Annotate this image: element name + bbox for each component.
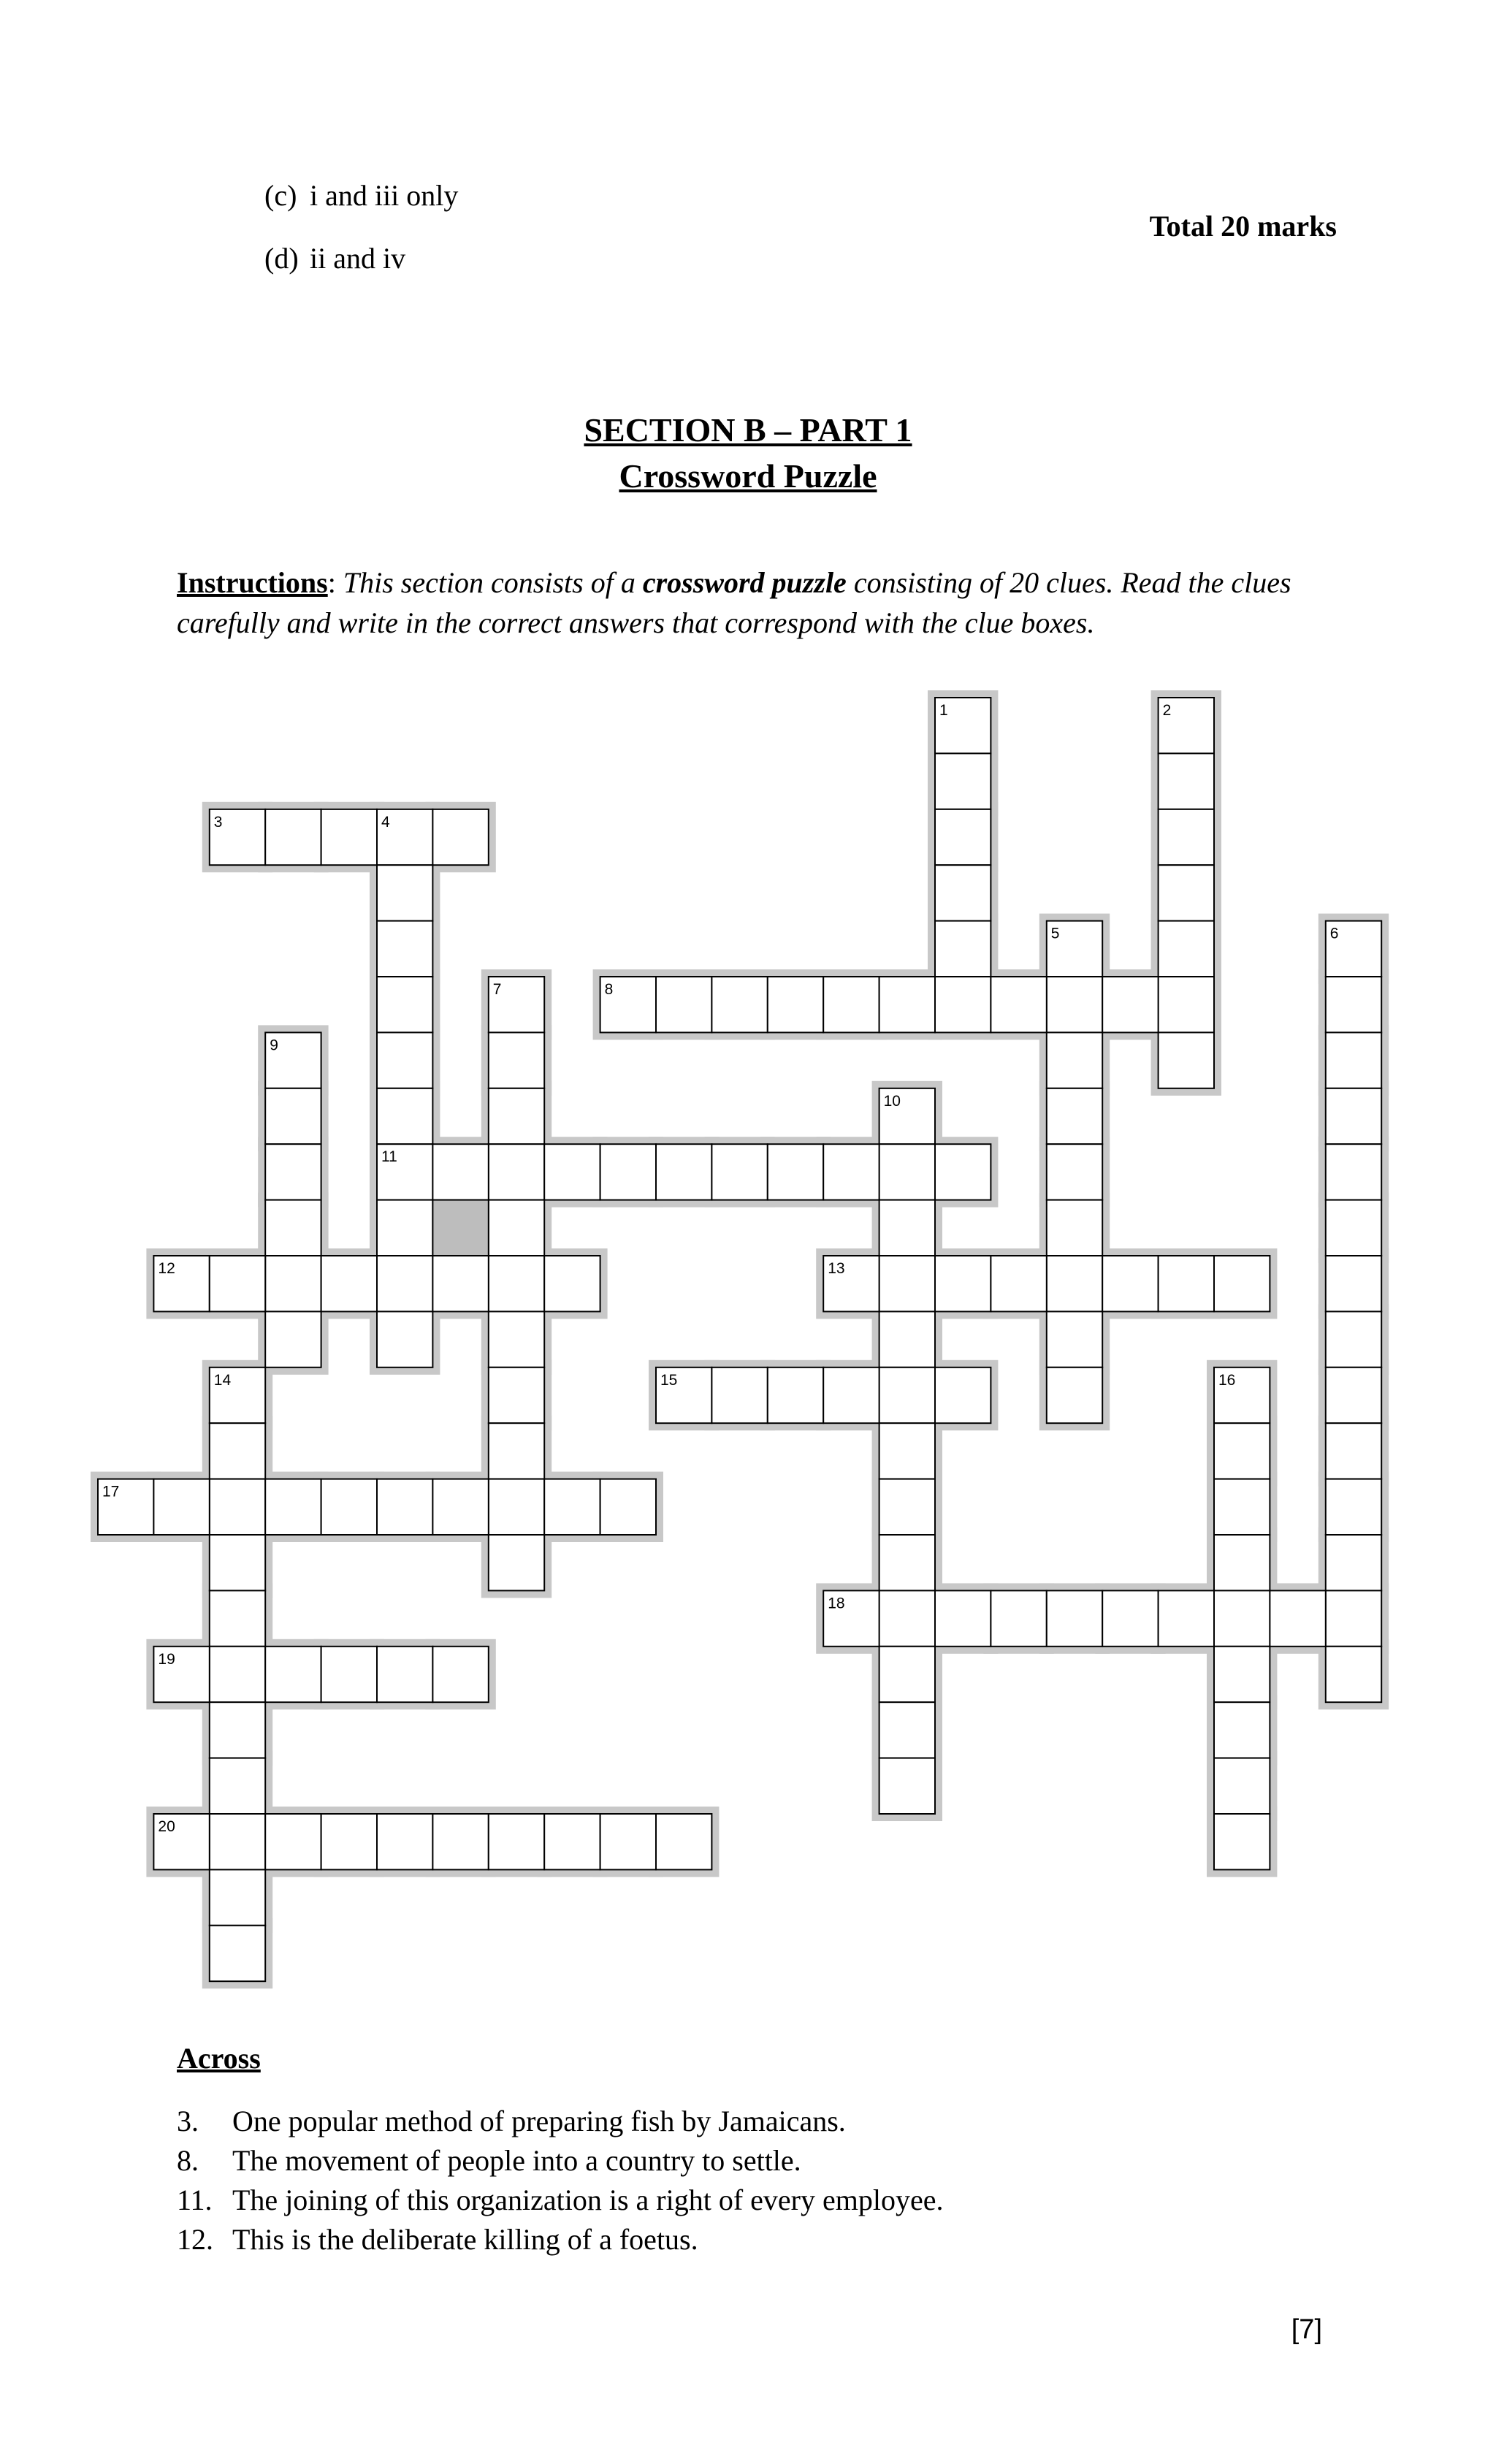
grid-cell [265, 1479, 321, 1535]
instructions-text-after: consisting of 20 clues. Read the clues carefully and write in the correct answers that correspond with the clue boxes. [177, 566, 1291, 639]
clue-text: One popular method of preparing fish by Jamaicans. [232, 2105, 846, 2137]
grid-cell [991, 1590, 1046, 1646]
clue-text: This is the deliberate killing of a foetus. [232, 2223, 698, 2256]
grid-cell [991, 977, 1046, 1032]
grid-cell [1214, 1814, 1270, 1869]
grid-cell [935, 921, 991, 977]
total-marks: Total 20 marks [1149, 210, 1337, 243]
clue-number-14: 14 [213, 1371, 232, 1389]
grid-cell [1047, 1144, 1102, 1199]
clue-number-1: 1 [939, 702, 948, 719]
grid-cell [935, 809, 991, 865]
grid-cell [1326, 1144, 1381, 1199]
grid-cell [711, 977, 767, 1032]
clue-number-7: 7 [492, 981, 502, 998]
grid-cell [600, 1144, 656, 1199]
clue-number-9: 9 [270, 1037, 278, 1054]
grid-cell [489, 1088, 544, 1144]
grid-cell [1326, 1423, 1381, 1479]
grid-cell [879, 1423, 935, 1479]
grid-cell [1047, 1088, 1102, 1144]
grid-cell [823, 1368, 879, 1423]
grid-cell [935, 1256, 991, 1311]
option-d-text: ii and iv [310, 242, 406, 275]
grid-cell [600, 1814, 656, 1869]
grid-cell [210, 1535, 265, 1590]
grid-cell [768, 1368, 823, 1423]
grid-cell [265, 1311, 321, 1367]
grid-cell [377, 1479, 432, 1535]
grid-cell [935, 1368, 991, 1423]
grid-cell [1047, 1368, 1102, 1423]
grid-cell [265, 809, 321, 865]
grid-cell [432, 1814, 488, 1869]
grid-cell [600, 1479, 656, 1535]
grid-cell [711, 1368, 767, 1423]
grid-cell [1270, 1590, 1325, 1646]
grid-cell [1159, 1032, 1214, 1088]
grid-cell [210, 1590, 265, 1646]
grid-cell [879, 1311, 935, 1367]
across-clue [177, 2183, 1353, 2222]
grid-cell [1159, 977, 1214, 1032]
instructions-emphasis: crossword puzzle [642, 566, 847, 599]
grid-cell [265, 1256, 321, 1311]
grid-cell [265, 1200, 321, 1256]
grid-cell-layer [98, 698, 1381, 1981]
grid-cell [1214, 1423, 1270, 1479]
grid-cell [377, 1200, 432, 1256]
grid-cell [1047, 977, 1102, 1032]
grid-cell [1047, 1256, 1102, 1311]
grid-cell [1326, 1200, 1381, 1256]
grid-cell [321, 1814, 377, 1869]
grid-cell [1326, 1535, 1381, 1590]
grid-cell [1102, 1590, 1158, 1646]
grid-cell [210, 1758, 265, 1814]
grid-cell [879, 977, 935, 1032]
grid-cell [823, 977, 879, 1032]
grid-cell [210, 1926, 265, 1981]
grid-cell [879, 1647, 935, 1702]
grid-cell [489, 1423, 544, 1479]
grid-cell [489, 1535, 544, 1590]
grid-cell [879, 1535, 935, 1590]
grid-cell [1326, 1032, 1381, 1088]
grid-cell [377, 865, 432, 920]
grid-cell [935, 753, 991, 809]
clue-number-18: 18 [828, 1595, 845, 1612]
option-c-label: (c) [264, 179, 297, 212]
grid-cell [879, 1144, 935, 1199]
clue-number-16: 16 [1218, 1371, 1236, 1389]
grid-cell [879, 1200, 935, 1256]
clue-text: The joining of this organization is a right of every employee. [232, 2183, 944, 2216]
grid-cell [544, 1479, 600, 1535]
grid-cell [489, 1256, 544, 1311]
grid-cell [321, 1647, 377, 1702]
grid-cell [377, 921, 432, 977]
grid-cell [265, 1814, 321, 1869]
grid-cell [935, 977, 991, 1032]
page-number: [7] [1291, 2314, 1322, 2345]
grid-cell [377, 1647, 432, 1702]
grid-cell [1047, 1590, 1102, 1646]
grid-cell [1159, 1256, 1214, 1311]
grid-cell [1326, 1311, 1381, 1367]
grid-cell [489, 1814, 544, 1869]
grid-cell [879, 1758, 935, 1814]
clue-number: 3. [177, 2105, 199, 2137]
grid-cell [377, 1814, 432, 1869]
grid-cell [1326, 1647, 1381, 1702]
grid-cell [711, 1144, 767, 1199]
grid-cell [1159, 809, 1214, 865]
grid-cell [432, 1479, 488, 1535]
clue-number-4: 4 [381, 813, 390, 831]
grid-cell [1214, 1256, 1270, 1311]
clue-number-2: 2 [1162, 702, 1172, 719]
clue-number-5: 5 [1050, 925, 1060, 942]
grid-cell [1102, 977, 1158, 1032]
grid-cell [1326, 1479, 1381, 1535]
grid-cell [210, 1647, 265, 1702]
grid-cell [1214, 1647, 1270, 1702]
grid-cell [1159, 865, 1214, 920]
instructions-label: Instructions [177, 566, 328, 599]
clue-number-6: 6 [1329, 925, 1339, 942]
across-clue [177, 2222, 1353, 2262]
grid-cell [210, 1869, 265, 1925]
grid-cell [489, 1311, 544, 1367]
section-heading: SECTION B – PART 1 [584, 411, 912, 449]
across-clue-list [177, 2104, 1353, 2262]
grid-cell [1214, 1758, 1270, 1814]
clue-number-12: 12 [158, 1260, 175, 1277]
grid-cell [489, 1479, 544, 1535]
grid-cell [377, 1032, 432, 1088]
grid-cell [544, 1144, 600, 1199]
clue-number-15: 15 [660, 1371, 678, 1389]
clue-number-11: 11 [381, 1148, 397, 1166]
clue-number-20: 20 [158, 1818, 175, 1835]
clue-number: 8. [177, 2144, 199, 2177]
grid-cell [879, 1590, 935, 1646]
clue-number-17: 17 [102, 1483, 120, 1500]
across-clue [177, 2104, 1353, 2143]
section-subheading: Crossword Puzzle [619, 457, 877, 495]
instructions-text-before: This section consists of a [335, 566, 643, 599]
grid-cell [489, 1200, 544, 1256]
grid-cell [489, 1032, 544, 1088]
across-heading: Across [177, 2042, 261, 2075]
grid-cell [265, 1144, 321, 1199]
grid-cell [210, 1423, 265, 1479]
grid-cell [1214, 1535, 1270, 1590]
grid-cell [935, 1144, 991, 1199]
grid-cell [1214, 1479, 1270, 1535]
grid-cell [1326, 1590, 1381, 1646]
grid-cell [1047, 1200, 1102, 1256]
grid-cell [991, 1256, 1046, 1311]
grid-cell [1326, 1368, 1381, 1423]
option-c-text: i and iii only [310, 179, 459, 212]
grid-cell [432, 1647, 488, 1702]
clue-number: 11. [177, 2183, 213, 2216]
grid-cell [823, 1144, 879, 1199]
grid-cell [265, 1647, 321, 1702]
grid-cell [1047, 1311, 1102, 1367]
grid-cell [1326, 1256, 1381, 1311]
grid-cell [544, 1814, 600, 1869]
clue-number: 12. [177, 2223, 213, 2256]
grid-cell [321, 1256, 377, 1311]
grid-cell [879, 1479, 935, 1535]
grid-cell [656, 1144, 711, 1199]
grid-cell [544, 1256, 600, 1311]
grid-cell [153, 1479, 209, 1535]
grid-cell [432, 809, 488, 865]
grid-cell [935, 1590, 991, 1646]
grid-cell [432, 1144, 488, 1199]
grid-cell [377, 977, 432, 1032]
grid-cell [377, 1311, 432, 1367]
grid-cell [1159, 1590, 1214, 1646]
grid-cell [1159, 921, 1214, 977]
across-clue [177, 2143, 1353, 2183]
grid-cell [879, 1702, 935, 1758]
clue-text: The movement of people into a country to settle. [232, 2144, 801, 2177]
grid-cell [265, 1088, 321, 1144]
grid-cell [210, 1479, 265, 1535]
grid-cell [879, 1368, 935, 1423]
grid-cell [1047, 1032, 1102, 1088]
grid-cell [1102, 1256, 1158, 1311]
grid-cell [656, 977, 711, 1032]
grid-cell [1159, 753, 1214, 809]
grid-cell [1326, 1088, 1381, 1144]
grid-cell [210, 1702, 265, 1758]
grid-cell [1214, 1702, 1270, 1758]
grid-cell [879, 1256, 935, 1311]
grid-cell [1214, 1590, 1270, 1646]
grid-cell [210, 1814, 265, 1869]
grid-cell [768, 1144, 823, 1199]
clue-number-19: 19 [158, 1650, 175, 1668]
clue-number-10: 10 [883, 1092, 901, 1110]
grid-cell [377, 1256, 432, 1311]
clue-number-13: 13 [828, 1260, 845, 1277]
grid-cell [377, 1088, 432, 1144]
grid-cell [489, 1368, 544, 1423]
grid-cell [935, 865, 991, 920]
grid-cell [656, 1814, 711, 1869]
clue-number-8: 8 [604, 981, 614, 998]
option-d-label: (d) [264, 242, 299, 275]
instructions-colon: : [327, 566, 336, 599]
grid-cell [768, 977, 823, 1032]
grid-cell [1326, 977, 1381, 1032]
grid-cell [489, 1144, 544, 1199]
grid-cell-shaded [432, 1200, 488, 1256]
grid-cell [321, 809, 377, 865]
grid-cell [432, 1256, 488, 1311]
clue-number-3: 3 [213, 813, 223, 831]
grid-cell [321, 1479, 377, 1535]
grid-cell [210, 1256, 265, 1311]
